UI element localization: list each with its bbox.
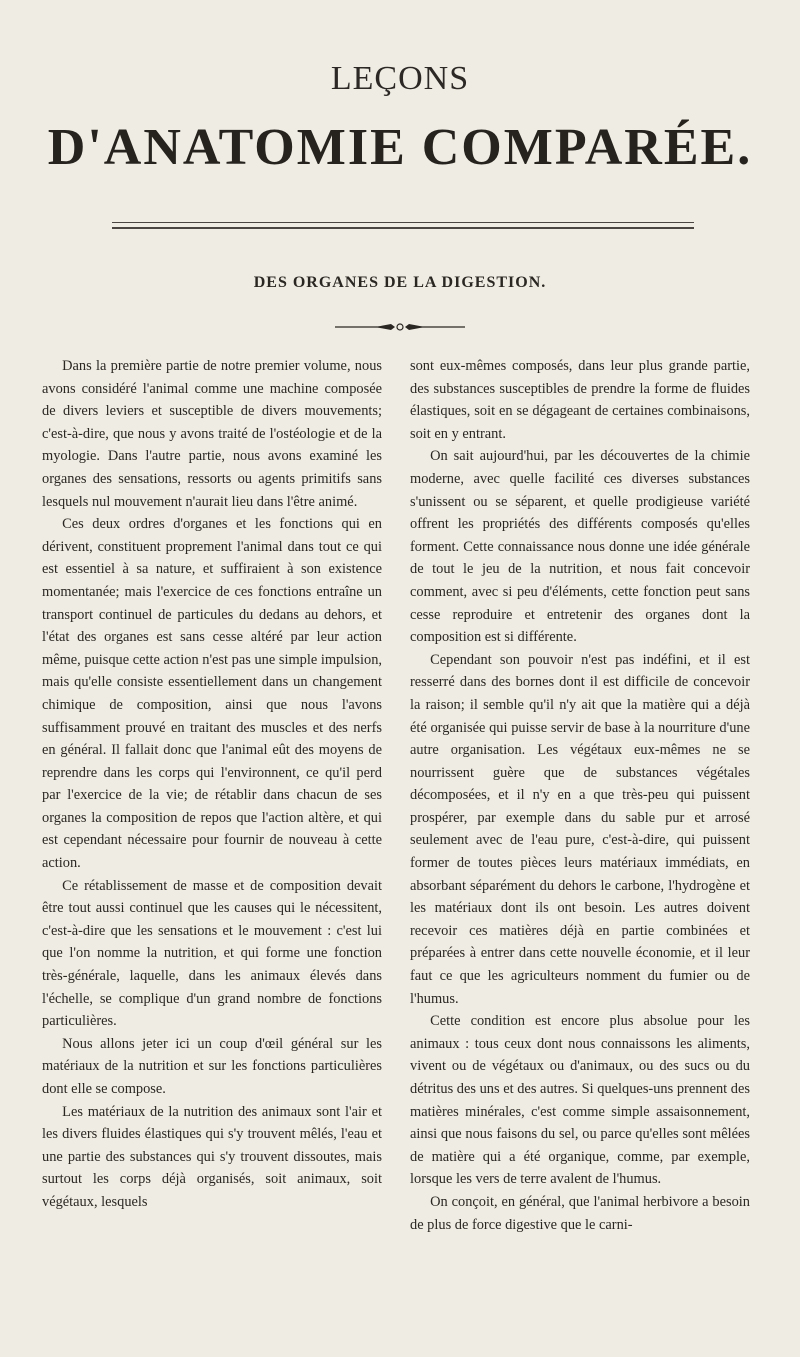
paragraph: On conçoit, en général, que l'animal herbivore a besoin de plus de force digestive que le carni- — [410, 1193, 750, 1233]
paragraph: Cependant son pouvoir n'est pas indéfini, et il est resserré dans des bornes dont il est difficile de concevoir la raison; il semble qu'il n'y ait que la matière qui a déjà été organisée qui puisse servir de base à la nourriture d'une autre organisation. Les végétaux eux-mêmes ne se nourrissent guère que de substances végétales décomposées, et il n'y en a que très-peu qui puissent prospérer, par exemple dans du sable pur et arrosé seulement avec de l'eau pure, c'est-à-dire, qui puissent former de toutes pièces leurs matériaux immédiats, en absorbant séparément du dehors le carbone, l'hydrogène et les matériaux dont ils ont besoin. Les autres doivent recevoir ces matières déjà en partie combinées et préparées à entrer dans cette nouvelle économie, et il leur faut ce que les agriculteurs nomment du fumier ou de l'humus. — [410, 651, 750, 1007]
title-lecons: LEÇONS — [330, 60, 470, 97]
right-column — [410, 355, 750, 1236]
title-rule-thin — [112, 222, 694, 223]
paragraph: On sait aujourd'hui, par les découvertes de la chimie moderne, avec quelle facilité ces diverses substances s'unissent ou se séparent, et quelle prodigieuse variété offrent les propriétés des différents composés qu'elles forment. Cette connaissance nous donne une idée générale de tout le jeu de la nutrition, et nous fait concevoir comment, avec si peu d'éléments, cette fonction peut sans cesse reproduire et entretenir des organes dont la composition est si différente. — [410, 448, 750, 646]
title-rule-thick — [112, 227, 694, 229]
paragraph: Nous allons jeter ici un coup d'œil général sur les matériaux de la nutrition et sur les fonctions particulières dont elle se compose. — [42, 1035, 382, 1097]
section-heading: DES ORGANES DE LA DIGESTION. — [253, 274, 547, 291]
paragraph: Dans la première partie de notre premier volume, nous avons considéré l'animal comme une machine composée de divers leviers et susceptible de divers mouvements; c'est-à-dire, que nous y avons traité de l'ostéologie et de la myologie. Dans l'autre partie, nous avons examiné les organes des sensations, ressorts ou agents primitifs sans lesquels nul mouvement n'aurait lieu dans l'être animé. — [42, 358, 382, 510]
title-anatomie-comparee: D'ANATOMIE COMPARÉE. — [47, 119, 753, 176]
left-column — [42, 355, 382, 1214]
paragraph: Ces deux ordres d'organes et les fonctions qui en dérivent, constituent proprement l'animal dans tout ce qui est essentiel à sa nature, et suffiraient à son existence momentanée; mais l'exercice de ces fonctions entraîne un transport continuel de particules du dedans au dehors, et l'état des organes est sans cesse altéré par leur action même, puisque cette action n'est pas une simple impulsion, mais qu'elle consiste essentiellement dans un changement chimique de composition, ainsi que nous l'avons suffisamment prouvé en traitant des muscles et des nerfs en général. Il fallait donc que l'animal eût des moyens de reprendre dans les corps qui l'environnent, ce qu'il perd par l'exercice de la vie; de rétablir dans chacun de ses organes la composition de repos que l'action altère, et qui est cependant nécessaire pour fournir de nouveau à cette action. — [42, 516, 382, 872]
ornament-divider-icon — [0, 322, 800, 332]
paragraph: Cette condition est encore plus absolue pour les animaux : tous ceux dont nous connaissons les aliments, vivent ou de végétaux ou d'animaux, ou des sucs ou du détritus des uns et des autres. Si quelques-uns prennent des matières minérales, c'est comme simple assaisonnement, ainsi que nous faisons du sel, ou parce qu'elles sont mêlées de matière qui a été organique, comme, par exemple, lorsque les vers de terre avalent de l'humus. — [410, 1013, 750, 1188]
paragraph: Ce rétablissement de masse et de composition devait être tout aussi continuel que les causes qui le nécessitent, c'est-à-dire que les sensations et le mouvement : c'est lui que l'on nomme la nutrition, et qui forme une fonction très-générale, laquelle, dans les animaux élevés dans l'échelle, se complique d'un grand nombre de fonctions particulières. — [42, 877, 382, 1030]
paragraph-continued: sont eux-mêmes composés, dans leur plus grande partie, des substances susceptibles de prendre la forme de fluides élastiques, soit en se dégageant de certaines combinaisons, soit en y entrant. — [410, 358, 750, 442]
paragraph: Les matériaux de la nutrition des animaux sont l'air et les divers fluides élastiques qui s'y trouvent mêlés, l'eau et une partie des substances qui s'y trouvent dissoutes, mais surtout les corps déjà organisés, soit animaux, soit végétaux, lesquels — [42, 1103, 382, 1210]
